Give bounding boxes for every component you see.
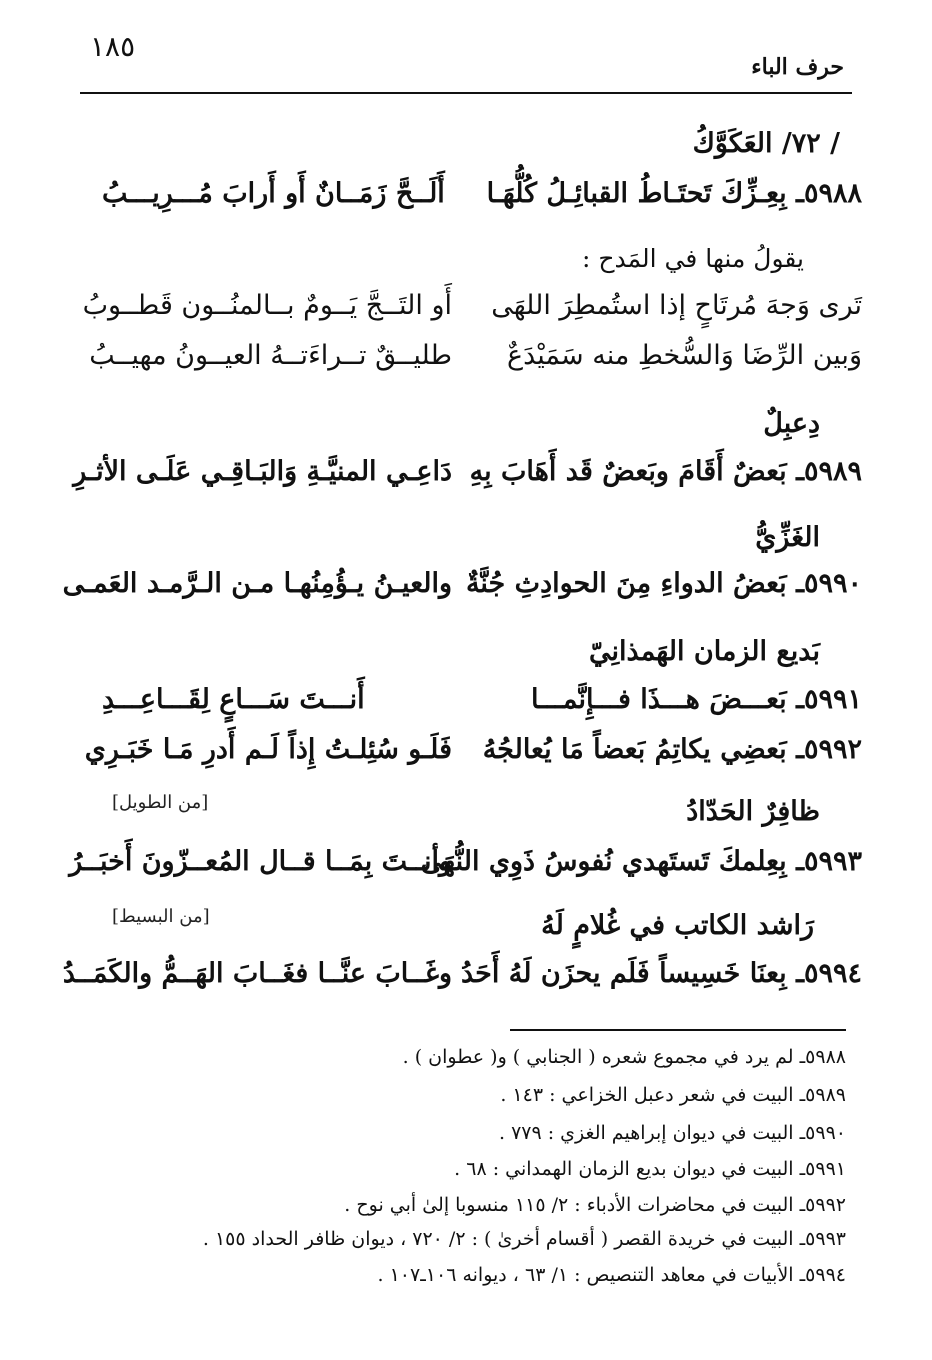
verse-first-hemistich: ٥٩٩٣ـ بِعِلمكَ تَستَهدي نُفوسُ ذَوِي النُّهَى (420, 846, 862, 877)
footnote: ٥٩٨٨ـ لم يرد في مجموع شعره ( الجنابي ) و( عطوان ) . (402, 1046, 846, 1068)
verse-second-hemistich: طليــقٌ تــراءَتــهُ العيــونُ مهيــبُ (89, 340, 452, 371)
poet-name: بَديع الزمان الهَمذانِيّ (589, 636, 820, 667)
header-divider (80, 92, 852, 94)
verse-plain-2 (89, 340, 862, 388)
verse-first-hemistich: وَبين الرِّضَا وَالسُّخطِ منه سَمَيْدَعٌ (506, 340, 862, 371)
verse-second-hemistich: أَنـــتَ سَـــاعٍ لِقَـــاعِـــدِ (102, 684, 365, 715)
verse-second-hemistich: دَاعِـي المنيَّـةِ وَالبَـاقِـي عَلَـى الأثـرِ (73, 456, 452, 487)
verse-plain-1 (82, 290, 862, 338)
footnote: ٥٩٩٠ـ البيت في ديوان إبراهيم الغزي : ٧٧٩ . (498, 1122, 846, 1144)
verse-5990 (62, 568, 862, 616)
page-number: ١٨٥ (90, 30, 136, 63)
intro-line: يقولُ منها في المَدح : (581, 244, 804, 273)
poet-name: رَاشد الكاتب في غُلامٍ لَهُ (541, 910, 814, 941)
verse-second-hemistich: أَو التَــجَّ يَــومٌ بــالمنُــون قَطــوبُ (82, 290, 452, 321)
verse-first-hemistich: ٥٩٩٢ـ بَعضِي يكاتِمُ بَعضاً مَا يُعالجُهُ (482, 734, 862, 765)
footnote: ٥٩٨٩ـ البيت في شعر دعبل الخزاعي : ١٤٣ . (500, 1084, 846, 1106)
verse-second-hemistich: أَلَــحَّ زَمَــانٌ أَو أَرابَ مُـــرِيـــبُ (102, 178, 445, 209)
verse-first-hemistich: ٥٩٨٨ـ بِعِـزِّكَ تَحتَـاطُ القبائِـلُ كُلُّهَـا (486, 178, 862, 209)
verse-5988 (102, 178, 862, 226)
verse-second-hemistich: وغَــابَ عنَّــا فغَــابَ الهَــمُّ والكَمَــدُ (62, 958, 452, 989)
verse-second-hemistich: فَلَـو سُئِلـتُ إِذاً لَـم أَدرِ مَـا خَبَـرِي (84, 734, 452, 765)
footnote: ٥٩٩٣ـ البيت في خريدة القصر ( أقسام أخرىٰ ) : ٢/ ٧٢٠ ، ديوان ظافر الحداد ١٥٥ . (202, 1228, 846, 1250)
poet-name: دِعبِلٌ (763, 408, 820, 439)
verse-5994 (62, 958, 862, 1006)
verse-first-hemistich: ٥٩٨٩ـ بَعضٌ أَقَامَ وبَعضٌ قَد أَهَابَ بِهِ (469, 456, 862, 487)
footnote: ٥٩٩٤ـ الأبيات في معاهد التنصيص : ١/ ٦٣ ، ديوانه ١٠٦ـ١٠٧ . (377, 1264, 846, 1286)
verse-5992 (84, 734, 862, 782)
verse-first-hemistich: ٥٩٩١ـ بَعـــضَ هـــذَا فـــإِنَّمـــا (530, 684, 862, 715)
verse-first-hemistich: ٥٩٩٤ـ بِعنَا خَسِيساً فَلَم يحزَن لَهُ أَحَدُ (460, 958, 862, 989)
verse-second-hemistich: وأنــتَ بِمَــا قــال المُعــزّونَ أَخبَــرُ (69, 846, 452, 877)
footnote: ٥٩٩٢ـ البيت في محاضرات الأدباء : ٢/ ١١٥ منسوبا إلىٰ أبي نوح . (344, 1194, 846, 1216)
meter-label: [من البسيط] (112, 906, 210, 927)
verse-5989 (73, 456, 862, 504)
footnote: ٥٩٩١ـ البيت في ديوان بديع الزمان الهمداني : ٦٨ . (454, 1158, 846, 1180)
section-title: / ٧٢/ العَكَوَّكُ (692, 128, 840, 159)
running-head: حرف الباء (751, 54, 844, 80)
verse-first-hemistich: ٥٩٩٠ـ بَعضُ الدواءِ مِنَ الحوادِثِ جُنَّةٌ (465, 568, 862, 599)
verse-second-hemistich: والعيـنُ يـؤُمِنُهـا مـن الـرَّمـد العَمـى (62, 568, 452, 599)
verse-5993 (69, 846, 862, 894)
poet-name: ظافِرٌ الحَدّادُ (686, 796, 820, 827)
verse-first-hemistich: تَرى وَجهَ مُرتَاحٍ إذا استُمطِرَ اللهَى (491, 290, 862, 321)
poet-name: الغَزِّيُّ (755, 522, 820, 553)
verse-5991 (102, 684, 862, 732)
meter-label: [من الطويل] (112, 792, 209, 813)
footnote-divider (510, 1029, 846, 1031)
